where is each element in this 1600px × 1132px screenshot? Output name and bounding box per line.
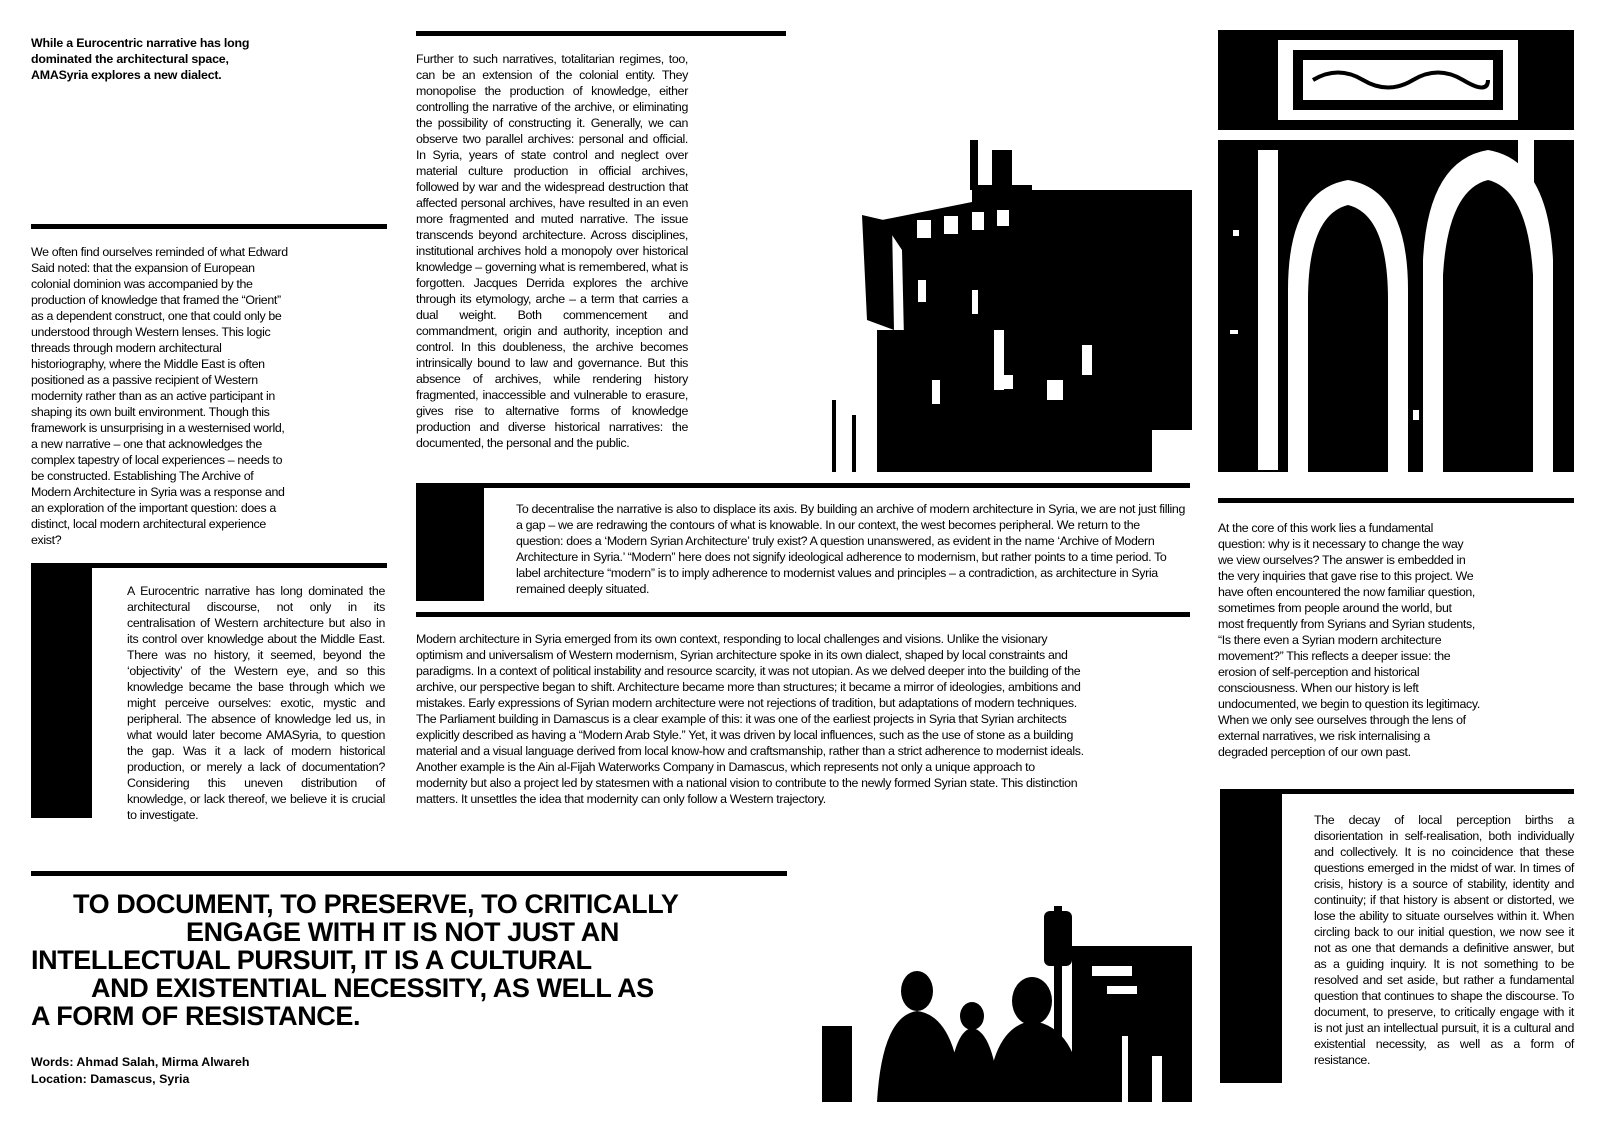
rule-top-middle xyxy=(416,31,786,36)
credits-words: Words: Ahmad Salah, Mirma Alwareh xyxy=(31,1055,250,1069)
middle-inset-bar xyxy=(416,488,484,601)
pull-quote-line-1: TO DOCUMENT, TO PRESERVE, TO CRITICALLY xyxy=(73,889,679,919)
pull-quote-line-3: INTELLECTUAL PURSUIT, IT IS A CULTURAL xyxy=(31,945,592,975)
rule-middle-upper xyxy=(416,483,1190,488)
building-photo xyxy=(822,130,1192,472)
column4-inset-bar xyxy=(1220,794,1282,1083)
rule-bottom-left xyxy=(31,871,787,876)
arch-photo xyxy=(1218,30,1574,472)
rule-middle-lower xyxy=(416,612,1190,617)
middle-inset-text: To decentralise the narrative is also to displace its axis. By building an archive of modern architecture in Syria, we are not just filling a gap – we are redrawing the contours of what is knowable. In our context, the west becomes peripheral. We return to the question: does a ‘Modern Syrian Architecture’ truly exist? A question unanswered, as evident in the name ‘Archive of Modern Architecture in Syria.’ “Modern” here does not signify ideological adherence to modernism, but rather points to a time period. To label architecture “modern” is to imply adherence to modernist values and principles – a contradiction, as architecture in Syria remained deeply situated. xyxy=(516,502,1185,596)
pull-quote-line-5: A FORM OF RESISTANCE. xyxy=(31,1001,361,1031)
credits-location: Location: Damascus, Syria xyxy=(31,1072,190,1086)
pull-quote-line-4: AND EXISTENTIAL NECESSITY, AS WELL AS xyxy=(91,973,654,1003)
column1-inset-bar xyxy=(31,568,92,818)
rule-left-1 xyxy=(31,224,387,229)
rule-right-1 xyxy=(1218,498,1574,503)
column4-body-text: At the core of this work lies a fundamental question: why is it necessary to change the way we view ourselves? The answer is embedded in the very inquiries that gave rise to this project. We have often encountered the now familiar question, sometimes from people around the world, but most frequently from Syrians and Syrian students, “Is there even a Syrian modern architecture movement?” This reflects a deeper issue: the erosion of self-perception and historical consciousness. When our history is left undocumented, we begin to question its legitimacy. When we only see ourselves through the lens of external narratives, we risk internalising a degraded perception of our own past. xyxy=(1218,521,1480,759)
credits xyxy=(31,1054,351,1088)
column1-inset-text: A Eurocentric narrative has long dominated the architectural discourse, not only in its centralisation of Western architecture but also in its control over knowledge about the Middle East. There was no history, it seemed, beyond the ‘objectivity’ of the Western eye, and so this knowledge became the base through which we might perceive ourselves: exotic, mystic and peripheral. The absence of knowledge led us, in what would later become AMASyria, to question the gap. Was it a lack of modern historical production, or merely a lack of documentation? Considering this uneven distribution of knowledge, or lack thereof, we believe it is crucial to investigate. xyxy=(127,584,385,822)
street-photo xyxy=(822,906,1192,1102)
column2-body-text: Further to such narratives, totalitarian regimes, too, can be an extension of the colonial entity. They monopolise the production of knowledge, either controlling the narrative of the archive, or eliminating the possibility of constructing it. Generally, we can observe two parallel archives: personal and official. In Syria, years of state control and neglect over material culture production in official archives, followed by war and the widespread destruction that affected personal archives, have resulted in an even more fragmented and muted narrative. The issue transcends beyond architecture. Across disciplines, institutional archives hold a monopoly over historical knowledge – governing what is remembered, what is forgotten. Jacques Derrida explores the archive through its etymology, arche – a term that carries a dual weight. Both commencement and commandment, origin and authority, inception and control. In this doubleness, the archive becomes intrinsically bound to law and governance. But this absence of archives, while rendering history fragmented, inaccessible and vulnerable to erasure, gives rise to alternative forms of knowledge production and diverse historical narratives: the documented, the personal and the public. xyxy=(416,52,688,450)
column4-inset-text: The decay of local perception births a disorientation in self-realisation, both individually and collectively. It is no coincidence that these questions emerged in the midst of war. In times of crisis, history is a source of stability, identity and continuity; if that history is absent or distorted, we lose the ability to situate ourselves within it. When circling back to our initial question, we now see it not as one that demands a definitive answer, but as a guiding inquiry. It is not something to be resolved and set aside, but rather a fundamental question that continues to shape the discourse. To document, to preserve, to critically engage with it is not just an intellectual pursuit, it is a cultural and existential necessity, as well as a form of resistance. xyxy=(1314,813,1574,1067)
pull-quote xyxy=(31,890,781,1030)
intro-text: While a Eurocentric narrative has long dominated the architectural space, AMASyria explores a new dialect. xyxy=(31,36,250,82)
column1-body-text: We often find ourselves reminded of what Edward Said noted: that the expansion of European colonial dominion was accompanied by the production of knowledge that framed the “Orient” as a dependent construct, one that could only be understood through Western lenses. This logic threads through modern architectural historiography, where the Middle East is often positioned as a passive recipient of Western modernity rather than as an active participant in shaping its own built environment. Though this framework is unsurprising in a westernised world, a new narrative – one that acknowledges the complex tapestry of local experiences – needs to be constructed. Establishing The Archive of Modern Architecture in Syria was a response and an exploration of the important question: does a distinct, local modern architectural experience exist? xyxy=(31,245,288,547)
pull-quote-line-2: ENGAGE WITH IT IS NOT JUST AN xyxy=(186,917,619,947)
middle-body-text: Modern architecture in Syria emerged from its own context, responding to local challenges and visions. Unlike the visionary optimism and universalism of Western modernism, Syrian architecture spoke in its own dialect, shaped by local constraints and paradigms. In a context of political instability and resource scarcity, it was not utopian. As we delved deeper into the building of the archive, our perspective began to shift. Architecture became more than structures; it became a mirror of ideologies, ambitions and mistakes. Early expressions of Syrian modern architecture were not rejections of tradition, but adaptations of modern techniques. The Parliament building in Damascus is a clear example of this: it was one of the earliest projects in Syria that Syrian architects explicitly described as having a “Modern Arab Style.” Yet, it was driven by local influences, such as the use of stone as a building material and a visual language derived from local know-how and craftsmanship, rather than a strict adherence to modernist ideals. Another example is the Ain al-Fijah Waterworks Company in Damascus, which represents not only a unique approach to modernity but also a project led by statesmen with a national vision to contribute to the newly formed Syrian state. This distinction matters. It unsettles the idea that modernity can only follow a Western trajectory. xyxy=(416,632,1084,806)
